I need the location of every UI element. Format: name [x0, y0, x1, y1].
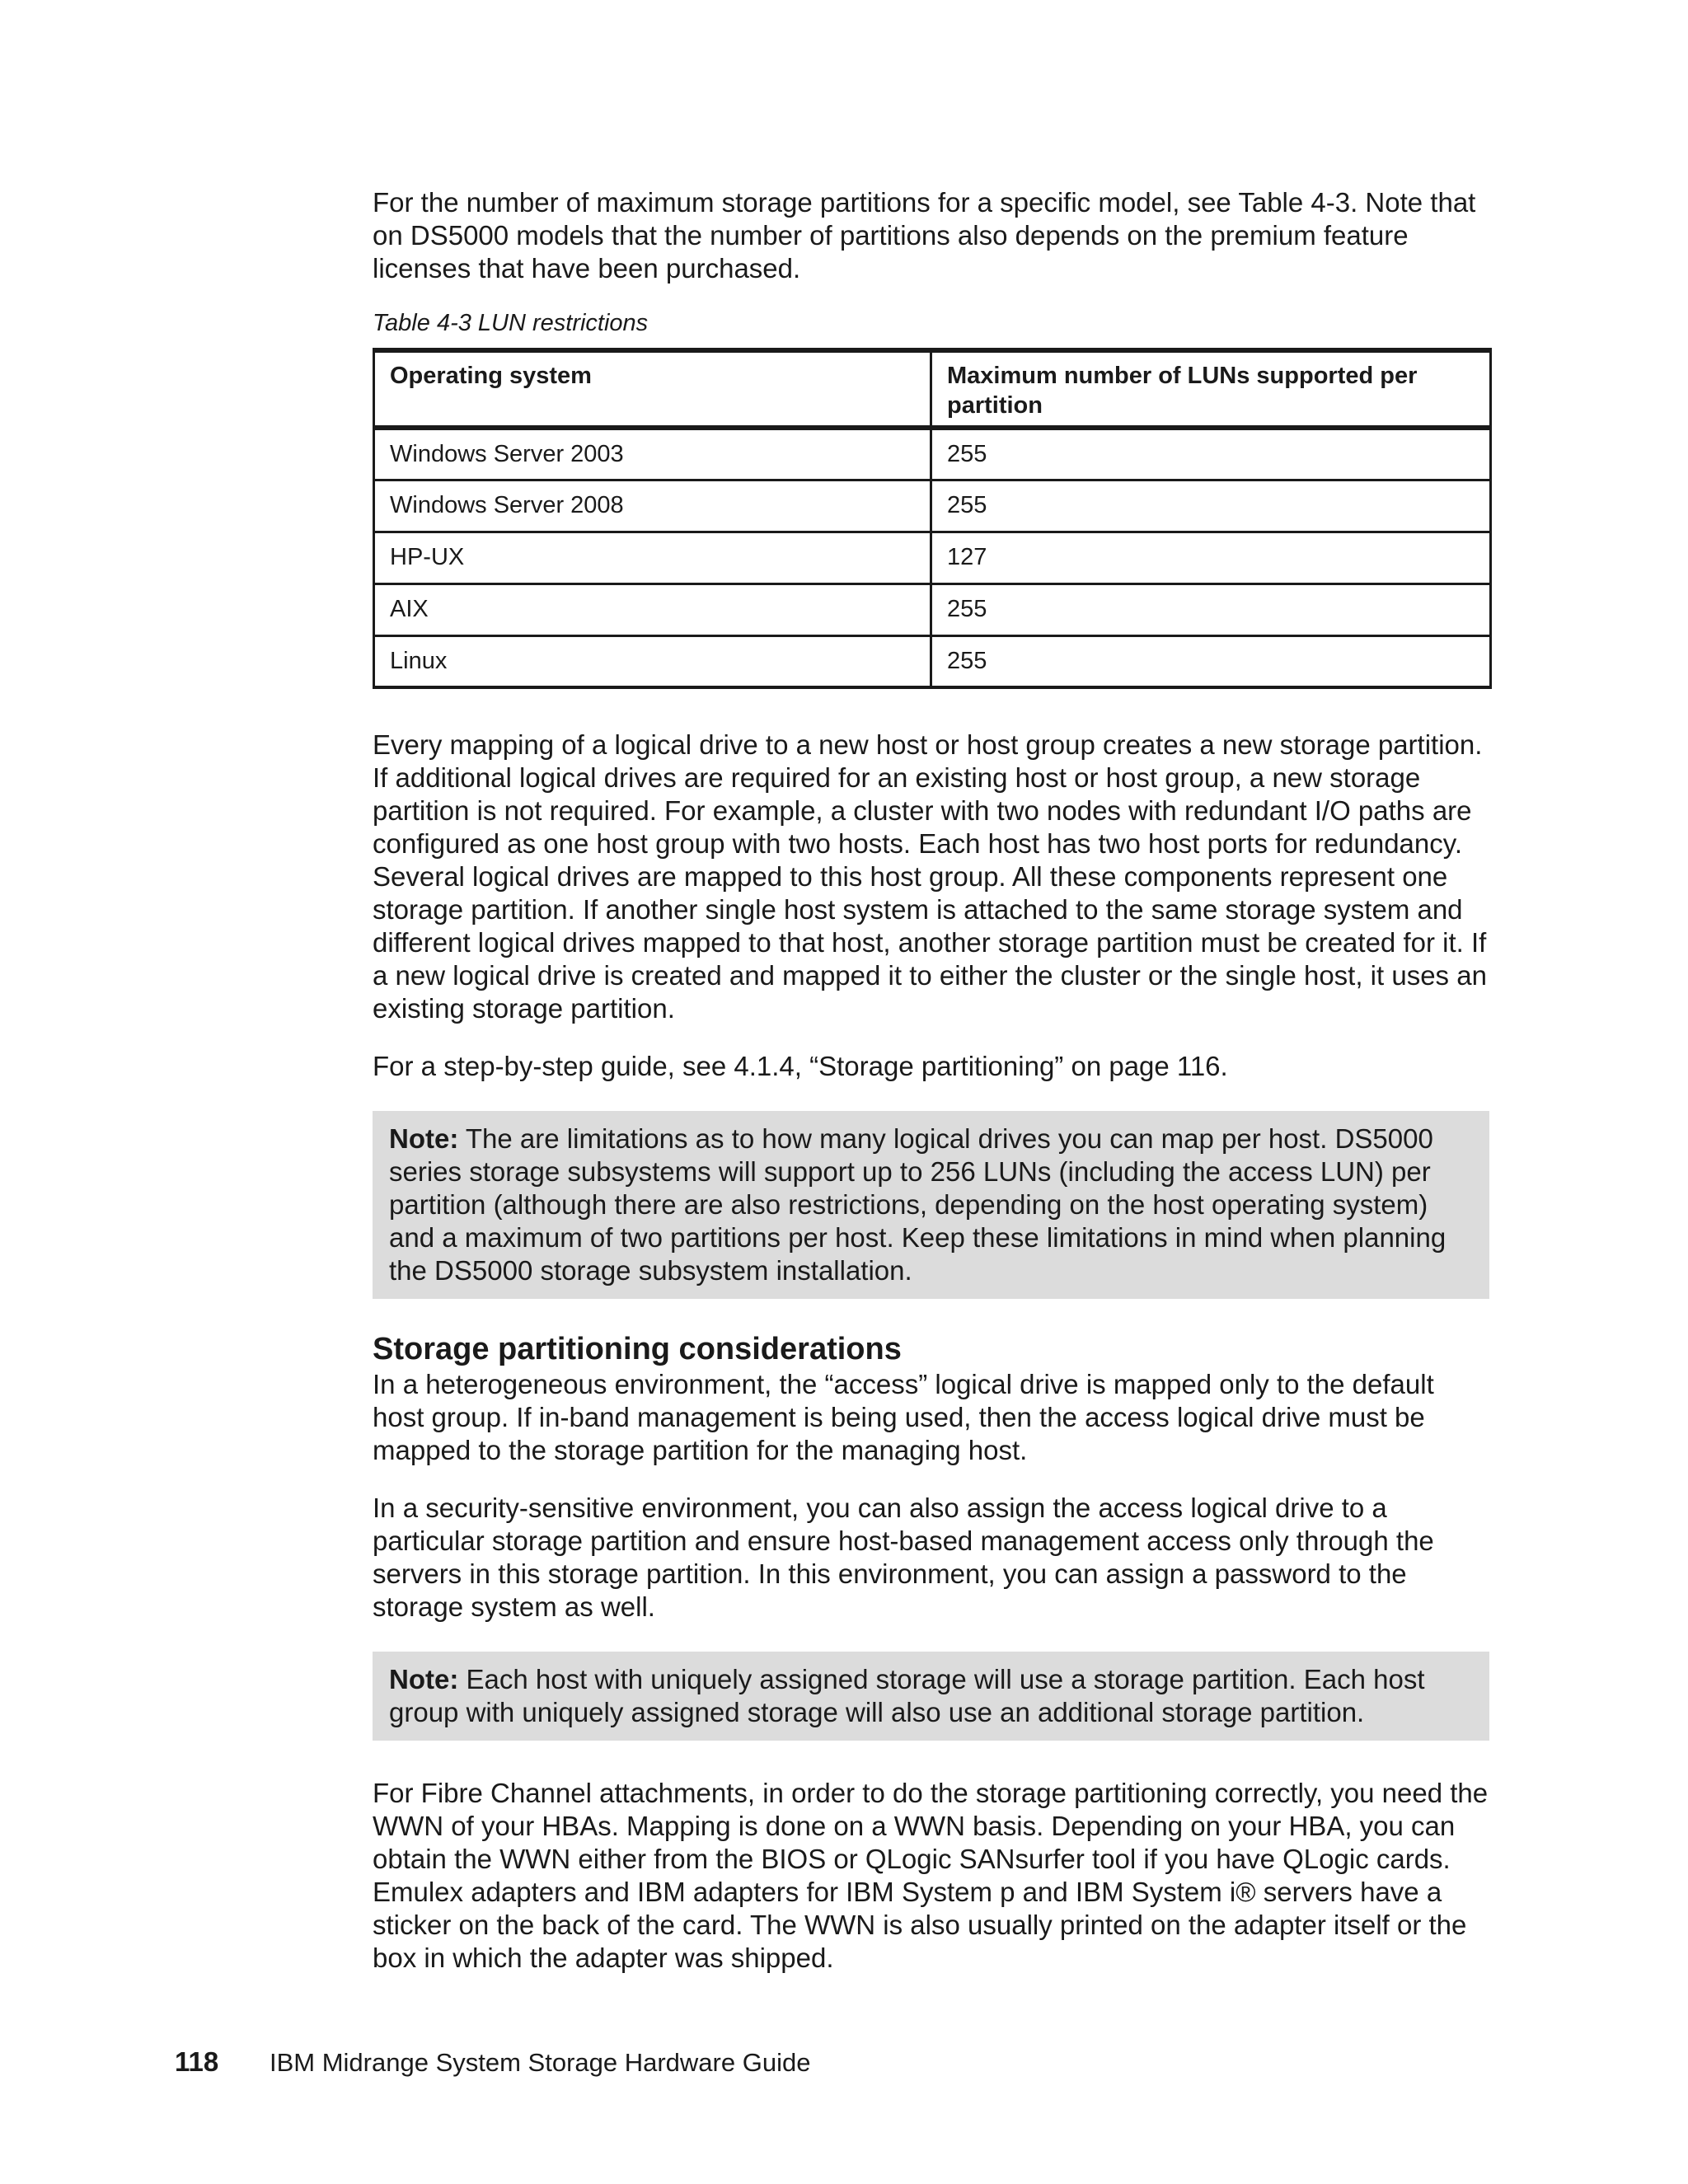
book-title: IBM Midrange System Storage Hardware Guide: [270, 2048, 811, 2077]
cell-luns: 255: [931, 480, 1491, 532]
table-row: [374, 480, 1491, 532]
table-row: [374, 635, 1491, 687]
header-max-luns: Maximum number of LUNs supported per partition: [931, 350, 1491, 428]
lun-restrictions-table: [373, 348, 1492, 689]
note-text: The are limitations as to how many logical drives you can map per host. DS5000 series storage subsystems will support up to 256 LUNs (including the access LUN) per partition (although there are also restrictions, depending on the host operating system) and a maximum of two partitions per host. Keep these limitations in mind when planning the DS5000 storage subsystem installation.: [389, 1123, 1447, 1286]
cell-os: Windows Server 2008: [374, 480, 931, 532]
note-box-limitations: [373, 1111, 1489, 1299]
section-heading: Storage partitioning considerations: [373, 1332, 902, 1366]
note-text: Each host with uniquely assigned storage will use a storage partition. Each host group with uniquely assigned storage will also use an additional storage partition.: [389, 1664, 1425, 1727]
cell-luns: 255: [931, 583, 1491, 635]
note-label: Note:: [389, 1123, 459, 1154]
table-header-row: [374, 350, 1491, 428]
intro-paragraph: For the number of maximum storage partitions for a specific model, see Table 4-3. Note that on DS5000 models that the number of partitions also depends on the premium feature licenses that have been purchased.: [373, 187, 1476, 284]
table-row: [374, 532, 1491, 583]
table-row: [374, 583, 1491, 635]
heterogeneous-paragraph: In a heterogeneous environment, the “access” logical drive is mapped only to the default host group. If in-band management is being used, then the access logical drive must be mapped to the storage partition for the managing host.: [373, 1369, 1434, 1465]
cell-luns: 255: [931, 428, 1491, 480]
cell-os: HP-UX: [374, 532, 931, 583]
cell-os: AIX: [374, 583, 931, 635]
table-row: [374, 428, 1491, 480]
mapping-paragraph: Every mapping of a logical drive to a new host or host group creates a new storage partition. If additional logical drives are required for an existing host or host group, a new storage partition is not required. For example, a cluster with two nodes with redundant I/O paths are configured as one host group with two hosts. Each host has two host ports for redundancy. Several logical drives are mapped to this host group. All these components represent one storage partition. If another single host system is attached to the same storage system and different logical drives mapped to that host, another storage partition must be created for it. If a new logical drive is created and mapped it to either the cluster or the single host, it uses an existing storage partition.: [373, 729, 1487, 1024]
page-footer: [175, 2046, 810, 2079]
note-box-partitions: [373, 1652, 1489, 1741]
note-label: Note:: [389, 1664, 459, 1694]
page-number: 118: [175, 2046, 219, 2077]
page-content: [373, 186, 1489, 1975]
table-caption: Table 4-3 LUN restrictions: [373, 310, 649, 336]
fibre-channel-paragraph: For Fibre Channel attachments, in order to do the storage partitioning correctly, you need the WWN of your HBAs. Mapping is done on a WWN basis. Depending on your HBA, you can obtain the WWN either from the BIOS or QLogic SANsurfer tool if you have QLogic cards. Emulex adapters and IBM adapters for IBM System p and IBM System i® servers have a sticker on the back of the card. The WWN is also usually printed on the adapter itself or the box in which the adapter was shipped.: [373, 1778, 1489, 1973]
header-operating-system: Operating system: [374, 350, 931, 428]
cell-luns: 127: [931, 532, 1491, 583]
cell-os: Linux: [374, 635, 931, 687]
cell-luns: 255: [931, 635, 1491, 687]
security-paragraph: In a security-sensitive environment, you can also assign the access logical drive to a particular storage partition and ensure host-based management access only through the servers in this storage partition. In this environment, you can assign a password to the storage system as well.: [373, 1493, 1434, 1622]
guide-paragraph: For a step-by-step guide, see 4.1.4, “Storage partitioning” on page 116.: [373, 1051, 1228, 1081]
cell-os: Windows Server 2003: [374, 428, 931, 480]
